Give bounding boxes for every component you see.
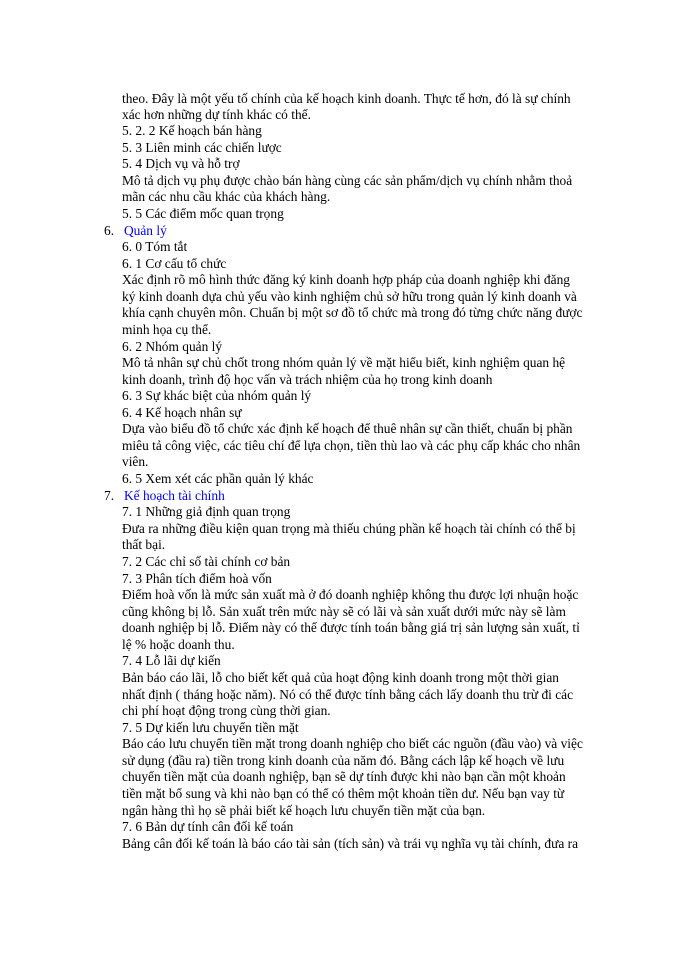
subsection-heading: 5. 5 Các điểm mốc quan trọng (122, 206, 284, 221)
subsection-heading: 6. 2 Nhóm quản lý (122, 339, 223, 354)
body-text-line: theo. Đây là một yếu tố chính của kế hoạch kinh doanh. Thực tế hơn, đó là sự chính (122, 91, 571, 106)
body-text-line: ngân hàng thì họ sẽ phải biết kế hoạch lưu chuyển tiền mặt của bạn. (122, 803, 486, 818)
body-text-line: lệ % hoặc doanh thu. (122, 637, 235, 652)
subsection-heading: 7. 6 Bản dự tính cân đối kế toán (122, 819, 294, 834)
body-text-line: tiền mặt bổ sung và khi nào bạn có thể có thêm một khoản tiền dư. Nếu bạn vay từ (122, 786, 565, 801)
subsection-heading: 5. 2. 2 Kế hoạch bán hàng (122, 123, 262, 138)
body-text-line: Mô tả dịch vụ phụ được chào bán hàng cùng các sản phẩm/dịch vụ chính nhằm thoả (122, 173, 573, 188)
body-text-line: Điểm hoà vốn là mức sản xuất mà ở đó doanh nghiệp không thu được lợi nhuận hoặc (122, 587, 579, 602)
subsection-heading: 6. 3 Sự khác biệt của nhóm quản lý (122, 388, 312, 403)
body-text-line: viên. (122, 454, 149, 469)
body-text-line: sử dụng (đầu ra) tiền trong kinh doanh của năm đó. Bằng cách lập kế hoạch về lưu (122, 753, 565, 768)
body-text-line: cũng không bị lỗ. Sản xuất trên mức này sẽ có lãi và sản xuất dưới mức này sẽ làm (122, 604, 566, 619)
body-text-line: khía cạnh chuyên môn. Chuẩn bị một sơ đồ tổ chức mà trong đó từng chức năng được (122, 305, 583, 320)
section-number: 6. (104, 223, 115, 238)
subsection-heading: 6. 0 Tóm tắt (122, 239, 188, 254)
body-text-line: Đưa ra những điều kiện quan trọng mà thiếu chúng phần kế hoạch tài chính có thể bị (122, 521, 576, 536)
body-text-line: minh họa cụ thể. (122, 322, 212, 337)
subsection-heading: 6. 1 Cơ cấu tổ chức (122, 256, 227, 271)
body-text-line: mãn các nhu cầu khác của khách hàng. (122, 189, 331, 204)
body-text-line: Mô tả nhân sự chủ chốt trong nhóm quản lý về mặt hiểu biết, kinh nghiệm quan hệ (122, 355, 566, 370)
body-text-line: Bản báo cáo lãi, lỗ cho biết kết quả của hoạt động kinh doanh trong một thời gian (122, 670, 559, 685)
body-text-line: chuyển tiền mặt của doanh nghiệp, bạn sẽ dự tính được khi nào bạn cần một khoản (122, 769, 566, 784)
body-text-line: thất bại. (122, 537, 166, 552)
subsection-heading: 6. 4 Kế hoạch nhân sự (122, 405, 242, 420)
body-text-line: kinh doanh, trình độ học vấn và trách nhiệm của họ trong kinh doanh (122, 372, 493, 387)
body-text-line: chi phí hoạt động trong cùng thời gian. (122, 703, 331, 718)
body-text-line: ký kinh doanh dựa chủ yếu vào kinh nghiệm chủ sở hữu trong quản lý kinh doanh và (122, 289, 577, 304)
subsection-heading: 7. 1 Những giả định quan trọng (122, 504, 291, 519)
body-text-line: Bảng cân đối kế toán là báo cáo tài sản (tích sản) và trái vụ nghĩa vụ tài chính, đưa ra (122, 836, 579, 851)
section-title: Kế hoạch tài chính (124, 488, 225, 503)
subsection-heading: 7. 4 Lỗ lãi dự kiến (122, 653, 221, 668)
body-text-line: Dựa vào biểu đồ tổ chức xác định kế hoạch để thuê nhân sự cần thiết, chuẩn bị phần (122, 421, 573, 436)
body-text-line: xác hơn những dự tính khác có thể. (122, 107, 311, 122)
body-text-line: Báo cáo lưu chuyển tiền mặt trong doanh nghiệp cho biết các nguồn (đầu vào) và việc (122, 736, 583, 751)
subsection-heading: 7. 2 Các chỉ số tài chính cơ bản (122, 554, 291, 569)
section-number: 7. (104, 488, 115, 503)
body-text-line: nhất định ( tháng hoặc năm). Nó có thể được tính bằng cách lấy doanh thu trừ đi các (122, 687, 574, 702)
body-text-line: doanh nghiệp bị lỗ. Điểm này có thể được tính toán bằng giá trị sản lượng sản xuất, tỉ (122, 620, 580, 635)
subsection-heading: 7. 5 Dự kiến lưu chuyển tiền mặt (122, 720, 299, 735)
section-title: Quản lý (124, 223, 167, 238)
subsection-heading: 5. 4 Dịch vụ và hỗ trợ (122, 156, 240, 171)
body-text-line: Xác định rõ mô hình thức đăng ký kinh doanh hợp pháp của doanh nghiệp khi đăng (122, 272, 570, 287)
body-text-line: miêu tả công việc, các tiêu chí để lựa chọn, tiền thù lao và các phụ cấp khác cho nhân (122, 438, 581, 453)
subsection-heading: 7. 3 Phân tích điểm hoà vốn (122, 571, 272, 586)
subsection-heading: 5. 3 Liên minh các chiến lược (122, 140, 282, 155)
subsection-heading: 6. 5 Xem xét các phần quản lý khác (122, 471, 314, 486)
